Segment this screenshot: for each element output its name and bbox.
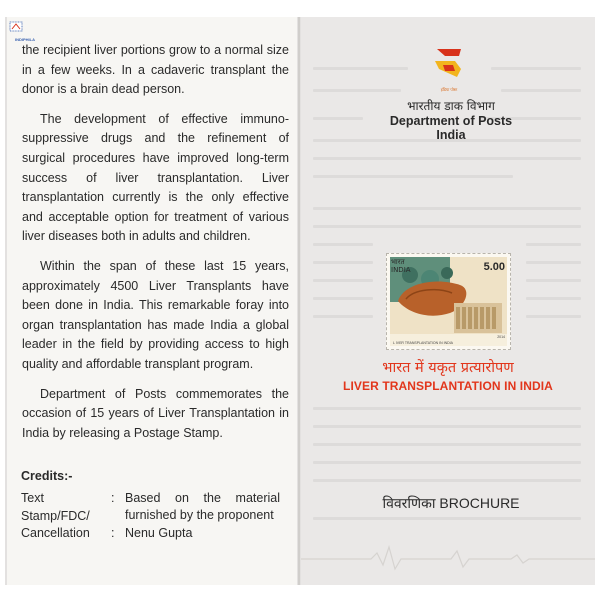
india-post-logo-icon <box>431 47 467 87</box>
brochure <box>5 17 595 585</box>
department-name: Department of Posts <box>389 114 513 128</box>
credit-value: Based on the material furnished by the proponent <box>125 491 280 522</box>
stamp-caption: L IVER TRANSPLANTATION IN INDIA <box>393 341 453 345</box>
paragraph: Within the span of these last 15 years, approximately 4500 Liver Transplants have been done in India. This remarkable foray into organ transplantation has made India a global leader in the field by providing access to high quality and affordable transplant program. <box>22 258 289 371</box>
department-english <box>351 114 551 142</box>
brochure-label-english: BROCHURE <box>439 495 520 511</box>
paragraph: the recipient liver portions grow to a normal size in a few weeks. In a cadaveric transplant the donor is a brain dead person. <box>22 43 289 97</box>
stamp-logo-icon <box>9 21 23 32</box>
credit-separator: : <box>111 526 115 540</box>
fold-line <box>298 17 300 585</box>
stamp-country-english: INDIA <box>391 266 411 274</box>
credit-label: Stamp/FDC/ Cancellation <box>21 509 90 540</box>
credit-value: Nenu Gupta <box>125 526 193 540</box>
heartbeat-line-icon <box>301 539 595 575</box>
indiphila-logo-text: INDIPHILA <box>15 37 35 42</box>
india-post-logo-text: इंडिया पोस्ट <box>440 87 458 92</box>
title-hindi: भारत में यकृत प्रत्यारोपण <box>382 360 514 376</box>
credit-label: Text <box>21 491 44 505</box>
paragraph: The development of effective immuno-suppressive drugs and the refinement of surgical procedures have improved long-term success of liver transplantation. Liver transplantation currently is the only effective and acceptable option for treatment of various liver diseases both in adults and children. <box>22 111 289 244</box>
stamp-year: 2014 <box>497 335 505 339</box>
indiphila-logo <box>9 19 41 42</box>
paragraph: Department of Posts commemorates the occasion of 15 years of Liver Transplantation in India by releasing a Postage Stamp. <box>22 386 289 440</box>
title-english: LIVER TRANSPLANTATION IN INDIA <box>343 379 553 393</box>
credit-separator: : <box>111 491 115 505</box>
postage-stamp <box>386 253 511 350</box>
department-hindi: भारतीय डाक विभाग <box>407 99 495 113</box>
left-panel <box>7 17 297 585</box>
stamp-value: 5.00 <box>483 261 505 273</box>
stamp-country-hindi: भारत <box>391 258 405 266</box>
right-panel <box>301 17 595 585</box>
credits-title: Credits:- <box>21 469 73 483</box>
brochure-label <box>371 494 531 513</box>
body-text <box>22 41 289 453</box>
stamp-country <box>391 258 411 274</box>
brochure-label-hindi: विवरणिका <box>382 496 436 512</box>
department-country: India <box>436 128 466 142</box>
